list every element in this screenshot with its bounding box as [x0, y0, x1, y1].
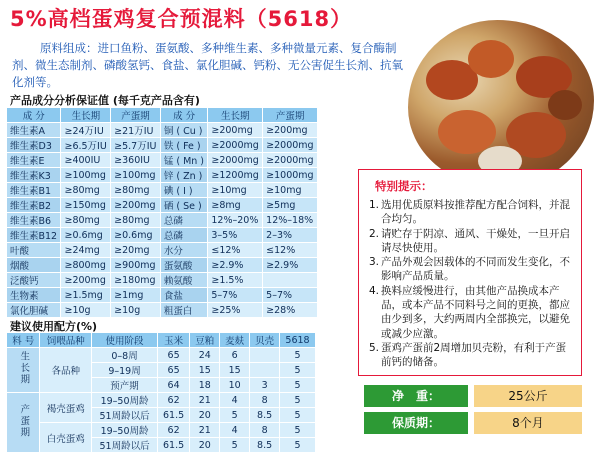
table-row: [7, 153, 318, 168]
value-cell: ≤12%: [263, 243, 318, 258]
column-header: 成 分: [160, 108, 208, 123]
value-cell: ≥800mg: [61, 258, 111, 273]
value-cell: ≥2.9%: [208, 258, 263, 273]
value-cell: [250, 348, 280, 363]
stage-cell: 9–19周: [92, 363, 158, 378]
shelf-life-row: [364, 412, 582, 434]
value-cell: ≥2000mg: [208, 138, 263, 153]
value-cell: ≥2000mg: [263, 138, 318, 153]
nutrient-name-cell: 维生素B2: [7, 198, 61, 213]
value-cell: 5: [280, 438, 316, 452]
nutrient-name-cell: 叶酸: [7, 243, 61, 258]
nutrient-name-cell: 烟酸: [7, 258, 61, 273]
column-header: 5618: [280, 333, 316, 348]
value-cell: ≥400IU: [61, 153, 111, 168]
value-cell: ≥100mg: [61, 168, 111, 183]
breed-cell: 褐壳蛋鸡: [40, 393, 92, 423]
group-laying: 产蛋期: [7, 393, 40, 452]
value-cell: 5: [220, 408, 250, 423]
nutrient-name-cell: 碘 ( I ): [160, 183, 208, 198]
value-cell: ≥1.5%: [208, 273, 263, 288]
value-cell: ≥24万IU: [61, 123, 111, 138]
product-title: 5%高档蛋鸡复合预混料（5618）: [10, 7, 353, 31]
nutrient-name-cell: 维生素D3: [7, 138, 61, 153]
nutrient-name-cell: 维生素B1: [7, 183, 61, 198]
nutrient-name-cell: 泛酸钙: [7, 273, 61, 288]
value-cell: ≥900mg: [111, 258, 161, 273]
table-row: [7, 348, 316, 363]
value-cell: 3: [250, 378, 280, 393]
nutrient-name-cell: 食盐: [160, 288, 208, 303]
table-row: [7, 228, 318, 243]
nutrient-name-cell: 赖氨酸: [160, 273, 208, 288]
column-header: 产蛋期: [111, 108, 161, 123]
value-cell: ≥20mg: [111, 243, 161, 258]
column-header: 饲喂品种: [40, 333, 92, 348]
stage-cell: 51周龄以后: [92, 438, 158, 452]
table-row: [7, 303, 318, 318]
value-cell: 8.5: [250, 438, 280, 452]
notice-item: [369, 227, 571, 256]
value-cell: ≥6.5万IU: [61, 138, 111, 153]
value-cell: 5–7%: [263, 288, 318, 303]
value-cell: 12%–20%: [208, 213, 263, 228]
shelf-life-value: 8个月: [474, 412, 582, 434]
value-cell: 2–3%: [263, 228, 318, 243]
table-row: [7, 273, 318, 288]
notice-text: 请贮存于阴凉、通风、干燥处，一旦开启请尽快使用。: [381, 227, 570, 254]
nutrient-name-cell: 维生素B12: [7, 228, 61, 243]
value-cell: ≥180mg: [111, 273, 161, 288]
value-cell: ≥10mg: [263, 183, 318, 198]
value-cell: ≥0.6mg: [61, 228, 111, 243]
value-cell: ≥80mg: [111, 213, 161, 228]
column-header: 生长期: [208, 108, 263, 123]
value-cell: ≥10mg: [208, 183, 263, 198]
chicken-flock-photo: [408, 20, 594, 188]
notice-list: [369, 198, 571, 370]
table-row: [7, 243, 318, 258]
notice-item: [369, 255, 571, 284]
notice-number: 5.: [369, 341, 380, 354]
column-header: 使用阶段: [92, 333, 158, 348]
notice-number: 1.: [369, 199, 380, 211]
notice-number: 3.: [369, 256, 380, 269]
column-header: 产蛋期: [263, 108, 318, 123]
stage-cell: 预产期: [92, 378, 158, 393]
value-cell: ≥360IU: [111, 153, 161, 168]
value-cell: 15: [190, 363, 220, 378]
value-cell: ≥80mg: [111, 183, 161, 198]
column-header: 成 分: [7, 108, 61, 123]
value-cell: ≥150mg: [61, 198, 111, 213]
value-cell: ≥200mg: [111, 198, 161, 213]
table-row: [7, 123, 318, 138]
value-cell: 6: [220, 348, 250, 363]
value-cell: ≥1.5mg: [61, 288, 111, 303]
value-cell: 3–5%: [208, 228, 263, 243]
value-cell: ≥200mg: [61, 273, 111, 288]
nutrient-name-cell: 维生素B6: [7, 213, 61, 228]
value-cell: 21: [190, 393, 220, 408]
special-notice-box: [358, 169, 582, 376]
value-cell: 5: [280, 423, 316, 438]
nutrient-name-cell: 锰 ( Mn ): [160, 153, 208, 168]
value-cell: 21: [190, 423, 220, 438]
value-cell: 5: [280, 378, 316, 393]
notice-text: 蛋鸡产蛋前2周增加贝壳粉，有利于产蛋前钙的储备。: [381, 341, 567, 369]
shelf-life-label: 保质期：: [364, 412, 468, 434]
value-cell: ≥5mg: [263, 198, 318, 213]
nutrient-name-cell: 氯化胆碱: [7, 303, 61, 318]
value-cell: 5: [220, 438, 250, 452]
notice-item: [369, 341, 571, 370]
value-cell: 65: [157, 363, 189, 378]
value-cell: ≥10g: [61, 303, 111, 318]
value-cell: ≥200mg: [263, 123, 318, 138]
value-cell: 20: [190, 438, 220, 452]
notice-text: 换料应缓慢进行，由其他产品换成本产品，或本产品不同料号之间的更换，都应由少到多，大约两周内全部换完，以避免或减少应激。: [381, 284, 570, 340]
nutrient-name-cell: 粗蛋白: [160, 303, 208, 318]
ingredients-text: 原料组成：进口鱼粉、蛋氨酸、多种维生素、多种微量元素、复合酶制剂、微生态制剂、磷酸氢钙、食盐、氯化胆碱、钙粉、无公害促生长剂、抗氧化剂等。: [12, 41, 403, 89]
value-cell: 5: [280, 408, 316, 423]
value-cell: 61.5: [157, 408, 189, 423]
value-cell: ≥28%: [263, 303, 318, 318]
notice-item: [369, 284, 571, 341]
value-cell: 5–7%: [208, 288, 263, 303]
value-cell: [263, 273, 318, 288]
nutrient-name-cell: 水分: [160, 243, 208, 258]
table-row: [7, 183, 318, 198]
nutrient-name-cell: 总磷: [160, 213, 208, 228]
value-cell: ≥1mg: [111, 288, 161, 303]
value-cell: ≥21万IU: [111, 123, 161, 138]
value-cell: 4: [220, 423, 250, 438]
value-cell: ≥2000mg: [263, 153, 318, 168]
value-cell: ≥0.6mg: [111, 228, 161, 243]
formula-table: [6, 332, 316, 452]
notice-text: 选用优质原料按推荐配方配合饲料，并混合均匀。: [381, 199, 570, 226]
value-cell: 10: [220, 378, 250, 393]
value-cell: 8.5: [250, 408, 280, 423]
value-cell: ≥25%: [208, 303, 263, 318]
table-row: [7, 138, 318, 153]
value-cell: 5: [280, 363, 316, 378]
nutrient-name-cell: 维生素A: [7, 123, 61, 138]
value-cell: ≥100mg: [111, 168, 161, 183]
breed-cell: 各品种: [40, 348, 92, 393]
value-cell: ≥8mg: [208, 198, 263, 213]
value-cell: 8: [250, 423, 280, 438]
value-cell: 8: [250, 393, 280, 408]
value-cell: ≥80mg: [61, 183, 111, 198]
notice-number: 2.: [369, 227, 380, 240]
value-cell: ≤12%: [208, 243, 263, 258]
column-header: 豆粕: [190, 333, 220, 348]
column-header: 贝壳: [250, 333, 280, 348]
notice-item: [369, 198, 571, 227]
column-header: 麦麸: [220, 333, 250, 348]
nutrient-name-cell: 铁 ( Fe ): [160, 138, 208, 153]
value-cell: 5: [280, 393, 316, 408]
value-cell: 62: [157, 423, 189, 438]
stage-cell: 19–50周龄: [92, 393, 158, 408]
value-cell: 62: [157, 393, 189, 408]
value-cell: ≥2.9%: [263, 258, 318, 273]
value-cell: 5: [280, 348, 316, 363]
group-growth: 生长期: [7, 348, 40, 393]
stage-cell: 0–8周: [92, 348, 158, 363]
table-row: [7, 393, 316, 408]
value-cell: 20: [190, 408, 220, 423]
table-row: [7, 213, 318, 228]
table-row: [7, 168, 318, 183]
value-cell: 64: [157, 378, 189, 393]
nutrient-name-cell: 铜 ( Cu ): [160, 123, 208, 138]
value-cell: ≥1000mg: [263, 168, 318, 183]
value-cell: 24: [190, 348, 220, 363]
value-cell: ≥10g: [111, 303, 161, 318]
value-cell: ≥24mg: [61, 243, 111, 258]
column-header: 料 号: [7, 333, 40, 348]
table-row: [7, 288, 318, 303]
net-weight-row: [364, 385, 582, 407]
value-cell: 15: [220, 363, 250, 378]
value-cell: 61.5: [157, 438, 189, 452]
table-row: [7, 423, 316, 438]
nutrient-name-cell: 维生素K3: [7, 168, 61, 183]
value-cell: [250, 363, 280, 378]
value-cell: 12%–18%: [263, 213, 318, 228]
table-row: [7, 258, 318, 273]
value-cell: 18: [190, 378, 220, 393]
analysis-heading: 产品成分分析保证值 (每千克产品含有): [10, 94, 200, 107]
nutrient-name-cell: 硒 ( Se ): [160, 198, 208, 213]
breed-cell: 白壳蛋鸡: [40, 423, 92, 452]
analysis-table: [6, 107, 318, 318]
nutrient-name-cell: 蛋氨酸: [160, 258, 208, 273]
notice-number: 4.: [369, 284, 380, 297]
value-cell: ≥1200mg: [208, 168, 263, 183]
notice-text: 产品外观会因载体的不同而发生变化，不影响产品质量。: [381, 256, 570, 283]
stage-cell: 51周龄以后: [92, 408, 158, 423]
value-cell: ≥5.7万IU: [111, 138, 161, 153]
formula-heading: 建议使用配方(%): [10, 320, 98, 333]
table-row: [7, 198, 318, 213]
stage-cell: 19–50周龄: [92, 423, 158, 438]
nutrient-name-cell: 锌 ( Zn ): [160, 168, 208, 183]
nutrient-name-cell: 生物素: [7, 288, 61, 303]
value-cell: ≥200mg: [208, 123, 263, 138]
column-header: 生长期: [61, 108, 111, 123]
notice-title: 特别提示：: [375, 179, 433, 193]
net-weight-value: 25公斤: [474, 385, 582, 407]
value-cell: ≥2000mg: [208, 153, 263, 168]
column-header: 玉米: [157, 333, 189, 348]
value-cell: 65: [157, 348, 189, 363]
net-weight-label: 净 重：: [364, 385, 468, 407]
value-cell: 4: [220, 393, 250, 408]
value-cell: ≥80mg: [61, 213, 111, 228]
nutrient-name-cell: 维生素E: [7, 153, 61, 168]
nutrient-name-cell: 总磷: [160, 228, 208, 243]
